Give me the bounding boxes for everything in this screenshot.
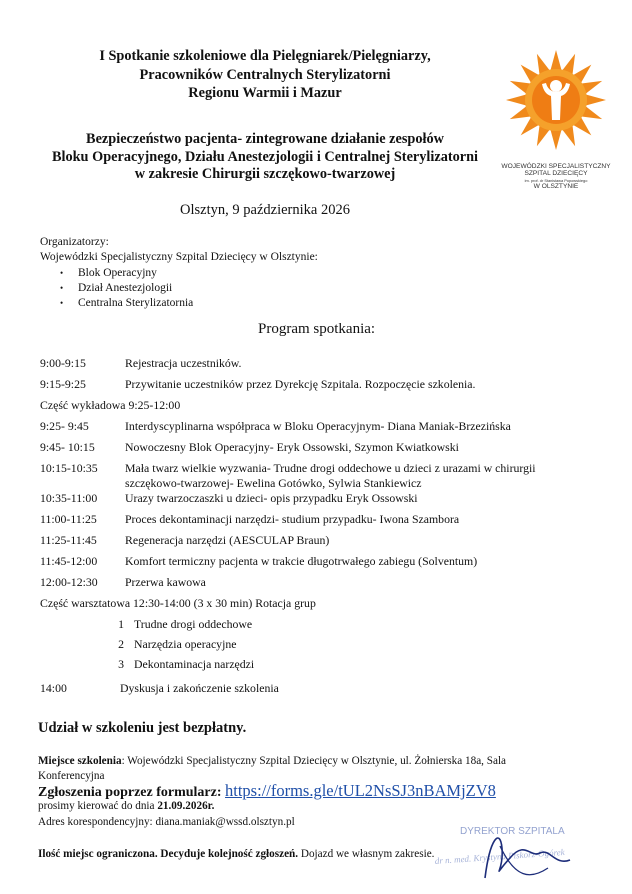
workshop-section-header: Część warsztatowa 12:30-14:00 (3 x 30 min) Rotacja grup (40, 596, 316, 610)
workshop-desc: Trudne drogi oddechowe (134, 617, 253, 631)
hospital-logo (492, 48, 620, 190)
lecture-section-header: Część wykładowa 9:25-12:00 (40, 398, 181, 412)
organizer-unit: • Blok Operacyjny (60, 266, 318, 281)
agenda-desc: Przywitanie uczestników przez Dyrekcję Szpitala. Rozpoczęcie szkolenia. (125, 377, 476, 391)
agenda-closing-row (40, 681, 600, 701)
registration (38, 781, 496, 801)
organizer-unit: • Dział Anestezjologii (60, 281, 318, 296)
deadline-date: 21.09.2026r. (157, 800, 215, 812)
agenda-desc: Dyskusja i zakończenie szkolenia (120, 681, 279, 695)
workshop-item (40, 637, 600, 657)
agenda-row (40, 533, 600, 554)
limited-seats-rest: Dojazd we własnym zakresie. (298, 848, 435, 860)
agenda-row (40, 554, 600, 575)
event-title (40, 47, 490, 103)
organizers-label: Organizatorzy: (40, 236, 109, 248)
agenda-desc: Proces dekontaminacji narzędzi- studium przypadku- Iwona Szambora (125, 512, 460, 526)
director-stamp (430, 818, 630, 888)
workshop-desc: Dekontaminacja narzędzi (134, 657, 255, 671)
event-title-line: Regionu Warmii i Mazur (188, 85, 342, 101)
agenda-desc: Komfort termiczny pacjenta w trakcie długotrwałego zabiegu (Solventum) (125, 554, 478, 568)
event-topic (40, 131, 490, 184)
agenda-time: 11:00-11:25 (40, 512, 97, 526)
agenda-row (40, 419, 600, 440)
workshop-item (40, 657, 600, 677)
organizers (40, 235, 318, 311)
agenda-row (40, 575, 600, 596)
agenda-row (40, 377, 600, 398)
logo-caption-line: SZPITAL DZIECIĘCY (524, 170, 588, 178)
organizers-name: Wojewódzki Specjalistyczny Szpital Dziecięcy w Olsztynie: (40, 251, 318, 264)
event-topic-line: Bloku Operacyjnego, Działu Anestezjologii i Centralnej Sterylizatorni (51, 148, 479, 165)
training-place-label: Miejsce szkolenia (38, 755, 122, 767)
agenda-desc: Interdyscyplinarna współpraca w Bloku Operacyjnym- Diana Maniak-Brzezińska (125, 419, 511, 433)
agenda-desc: Regeneracja narzędzi (AESCULAP Braun) (125, 533, 330, 547)
agenda-time: 9:45- 10:15 (40, 440, 95, 454)
agenda-time: 9:25- 9:45 (40, 419, 89, 433)
workshop-desc: Narzędzia operacyjne (134, 637, 237, 651)
workshop-number: 2 (118, 637, 124, 651)
agenda-time: 10:35-11:00 (40, 491, 98, 505)
event-topic-line: Bezpieczeństwo pacjenta- zintegrowane działanie zespołów (86, 131, 444, 147)
correspondence-address: Adres korespondencyjny: diana.maniak@wssd.olsztyn.pl (38, 816, 295, 828)
training-place-value: : Wojewódzki Specjalistyczny Szpital Dziecięcy w Olsztynie, ul. Żołnierska 18a, Sala Konferencyjna (38, 755, 507, 782)
training-place (38, 754, 558, 783)
registration-label: Zgłoszenia poprzez formularz: (38, 785, 226, 800)
logo-caption-line: WOJEWÓDZKI SPECJALISTYCZNY (501, 163, 611, 170)
sun-child-logo-icon (492, 48, 620, 158)
agenda-row (40, 461, 600, 491)
workshop-number: 1 (118, 617, 124, 631)
event-topic-line: w zakresie Chirurgii szczękowo-twarzowej (134, 166, 396, 183)
agenda-row (40, 356, 600, 377)
program-title: Program spotkania: (258, 321, 376, 337)
agenda-desc: Mała twarz wielkie wyzwania- Trudne drogi oddechowe u dzieci z urazami w chirurgii szczękowo-twarzowej- Ewelina Gotówko, Sylwia Stankiewicz (125, 461, 536, 490)
workshop-number: 3 (118, 657, 124, 671)
event-date: Olsztyn, 9 października 2026 (180, 202, 350, 218)
event-title-line: I Spotkanie szkoleniowe dla Pielęgniarek/Pielęgniarzy, (99, 48, 431, 64)
agenda (40, 356, 600, 701)
stamp-line-1: DYREKTOR SZPITALA (460, 826, 565, 837)
event-title-line: Pracowników Centralnych Sterylizatorni (139, 66, 391, 83)
logo-caption-line: im. prof. dr Stanisława Popowskiego (524, 177, 588, 183)
agenda-desc: Urazy twarzoczaszki u dzieci- opis przypadku Eryk Ossowski (125, 491, 418, 505)
agenda-time: 12:00-12:30 (40, 575, 98, 589)
deadline-prefix: prosimy kierować do dnia (38, 800, 158, 812)
registration-deadline (38, 800, 214, 812)
agenda-row (40, 491, 600, 512)
organizer-unit: • Centralna Sterylizatornia (60, 296, 318, 311)
limited-seats-note (38, 848, 434, 860)
agenda-time: 11:25-11:45 (40, 533, 97, 547)
limited-seats-bold: Ilość miejsc ograniczona. Decyduje kolejność zgłoszeń. (38, 848, 299, 860)
stamp-line-2: dr n. med. Krystyna Piskorz-Ogórek (434, 846, 565, 866)
organizers-units (40, 266, 318, 312)
agenda-time: 14:00 (40, 681, 67, 695)
stamp-signature-icon (430, 818, 630, 888)
workshop-item (40, 617, 600, 637)
agenda-time: 9:00-9:15 (40, 356, 86, 370)
agenda-row (40, 440, 600, 461)
agenda-desc: Rejestracja uczestników. (125, 356, 242, 370)
agenda-time: 10:15-10:35 (40, 461, 98, 475)
agenda-time: 11:45-12:00 (40, 554, 98, 568)
registration-form-link[interactable]: https://forms.gle/tUL2NsSJ3nBAMjZV8 (225, 781, 496, 800)
agenda-time: 9:15-9:25 (40, 377, 86, 391)
agenda-desc: Przerwa kawowa (125, 575, 206, 589)
free-participation-note: Udział w szkoleniu jest bezpłatny. (38, 720, 247, 736)
logo-caption (492, 163, 620, 190)
logo-caption-line: W OLSZTYNIE (533, 182, 579, 190)
agenda-row (40, 512, 600, 533)
agenda-desc: Nowoczesny Blok Operacyjny- Eryk Ossowski, Szymon Kwiatkowski (125, 440, 459, 454)
